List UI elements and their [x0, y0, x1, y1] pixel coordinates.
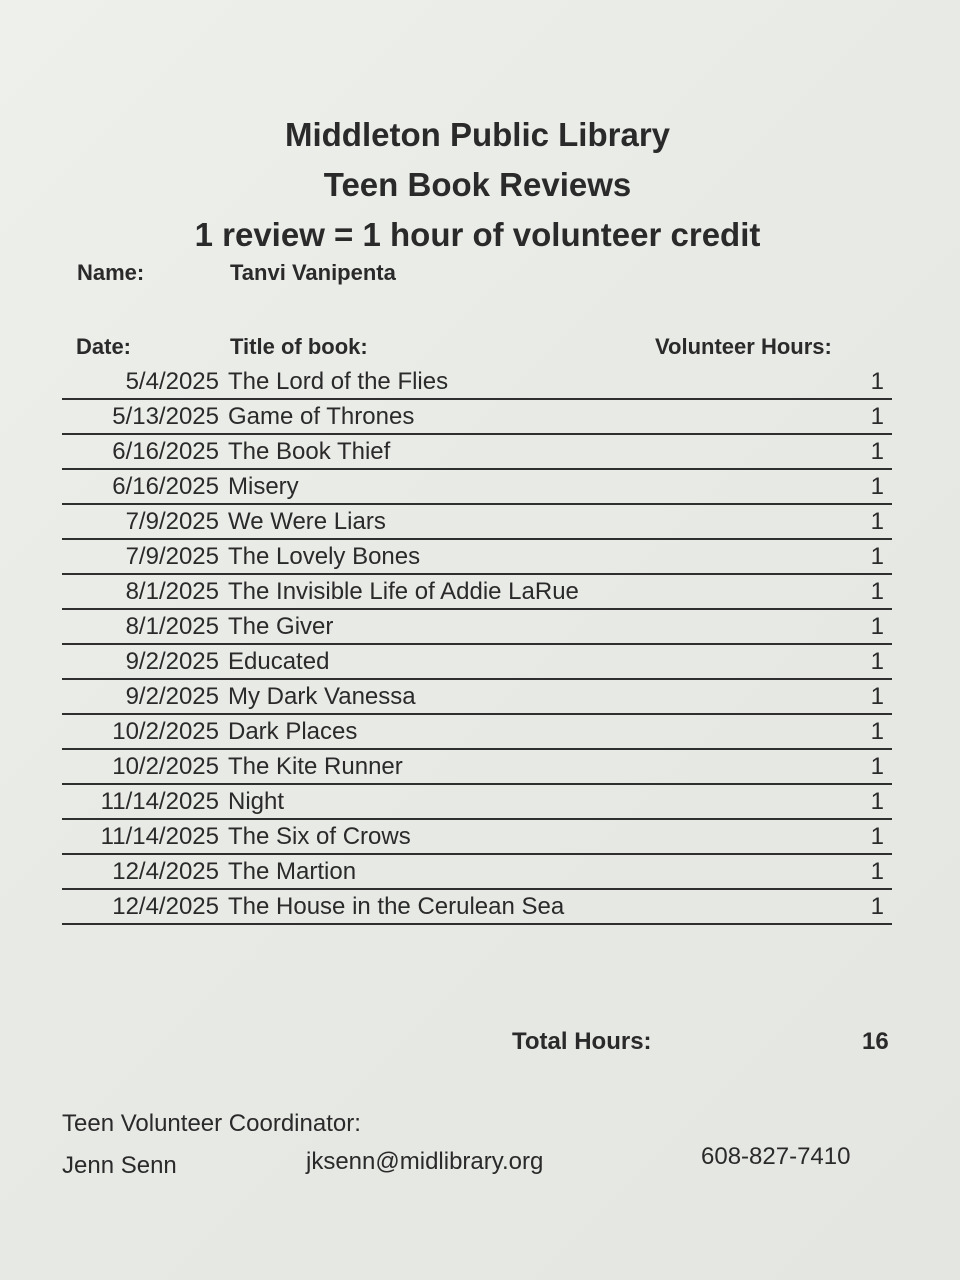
row-title: My Dark Vanessa: [228, 683, 416, 710]
row-title: Game of Thrones: [228, 403, 415, 430]
table-row: [62, 470, 892, 505]
row-hours: 1: [870, 508, 884, 535]
row-title: Educated: [228, 648, 330, 675]
table-row: [62, 365, 892, 400]
row-hours: 1: [870, 753, 884, 780]
row-title: The Book Thief: [228, 438, 391, 465]
row-title: Misery: [228, 473, 299, 500]
row-date: 10/2/2025: [112, 753, 219, 780]
table-row: [62, 435, 892, 470]
row-hours: 1: [870, 683, 884, 710]
row-date: 12/4/2025: [112, 893, 219, 920]
column-header-date: Date:: [76, 334, 132, 359]
row-title: Dark Places: [228, 718, 358, 745]
table-row: [62, 750, 892, 785]
row-date: 8/1/2025: [125, 613, 219, 640]
table-row: [62, 575, 892, 610]
program-title: Teen Book Reviews: [323, 166, 632, 203]
row-hours: 1: [870, 788, 884, 815]
coordinator-phone: 608-827-7410: [701, 1143, 851, 1170]
table-row: [62, 855, 892, 890]
row-hours: 1: [870, 893, 884, 920]
row-date: 6/16/2025: [112, 438, 219, 465]
row-hours: 1: [870, 543, 884, 570]
column-header-hours: Volunteer Hours:: [655, 334, 832, 359]
table-row: [62, 785, 892, 820]
table-row: [62, 820, 892, 855]
row-date: 7/9/2025: [125, 543, 219, 570]
coordinator-label: Teen Volunteer Coordinator:: [62, 1110, 361, 1137]
total-hours-label: Total Hours:: [512, 1028, 652, 1055]
row-title: The House in the Cerulean Sea: [228, 893, 565, 920]
row-hours: 1: [870, 438, 884, 465]
row-date: 10/2/2025: [112, 718, 219, 745]
table-row: [62, 400, 892, 435]
row-hours: 1: [870, 648, 884, 675]
row-hours: 1: [870, 368, 884, 395]
review-table: [62, 365, 892, 925]
row-title: The Kite Runner: [228, 753, 403, 780]
row-date: 6/16/2025: [112, 473, 219, 500]
table-row: [62, 610, 892, 645]
table-row: [62, 540, 892, 575]
name-value: Tanvi Vanipenta: [230, 260, 396, 285]
row-date: 9/2/2025: [125, 683, 219, 710]
row-title: The Lovely Bones: [228, 543, 421, 570]
row-hours: 1: [870, 578, 884, 605]
document-header: [0, 110, 955, 260]
row-title: We Were Liars: [228, 508, 386, 535]
row-title: The Invisible Life of Addie LaRue: [228, 578, 579, 605]
total-hours-value: 16: [862, 1028, 889, 1055]
row-hours: 1: [870, 403, 884, 430]
row-date: 8/1/2025: [125, 578, 219, 605]
table-row: [62, 890, 892, 925]
row-date: 11/14/2025: [100, 788, 219, 815]
row-date: 5/13/2025: [112, 403, 219, 430]
column-header-title: Title of book:: [230, 334, 368, 359]
row-title: Night: [228, 788, 285, 815]
table-row: [62, 645, 892, 680]
row-hours: 1: [870, 613, 884, 640]
name-row: [77, 260, 396, 286]
table-row: [62, 680, 892, 715]
coordinator-email: jksenn@midlibrary.org: [306, 1148, 544, 1175]
coordinator-name: Jenn Senn: [62, 1152, 177, 1179]
row-date: 12/4/2025: [112, 858, 219, 885]
row-title: The Lord of the Flies: [228, 368, 449, 395]
row-date: 9/2/2025: [125, 648, 219, 675]
row-date: 7/9/2025: [125, 508, 219, 535]
row-hours: 1: [870, 823, 884, 850]
row-hours: 1: [870, 858, 884, 885]
name-label: Name:: [77, 260, 145, 285]
table-row: [62, 715, 892, 750]
row-date: 11/14/2025: [100, 823, 219, 850]
row-title: The Six of Crows: [228, 823, 411, 850]
row-date: 5/4/2025: [125, 368, 219, 395]
row-hours: 1: [870, 473, 884, 500]
credit-rule: 1 review = 1 hour of volunteer credit: [194, 216, 761, 253]
library-title: Middleton Public Library: [284, 116, 671, 153]
row-hours: 1: [870, 718, 884, 745]
row-title: The Giver: [228, 613, 334, 640]
table-row: [62, 505, 892, 540]
row-title: The Martion: [228, 858, 357, 885]
